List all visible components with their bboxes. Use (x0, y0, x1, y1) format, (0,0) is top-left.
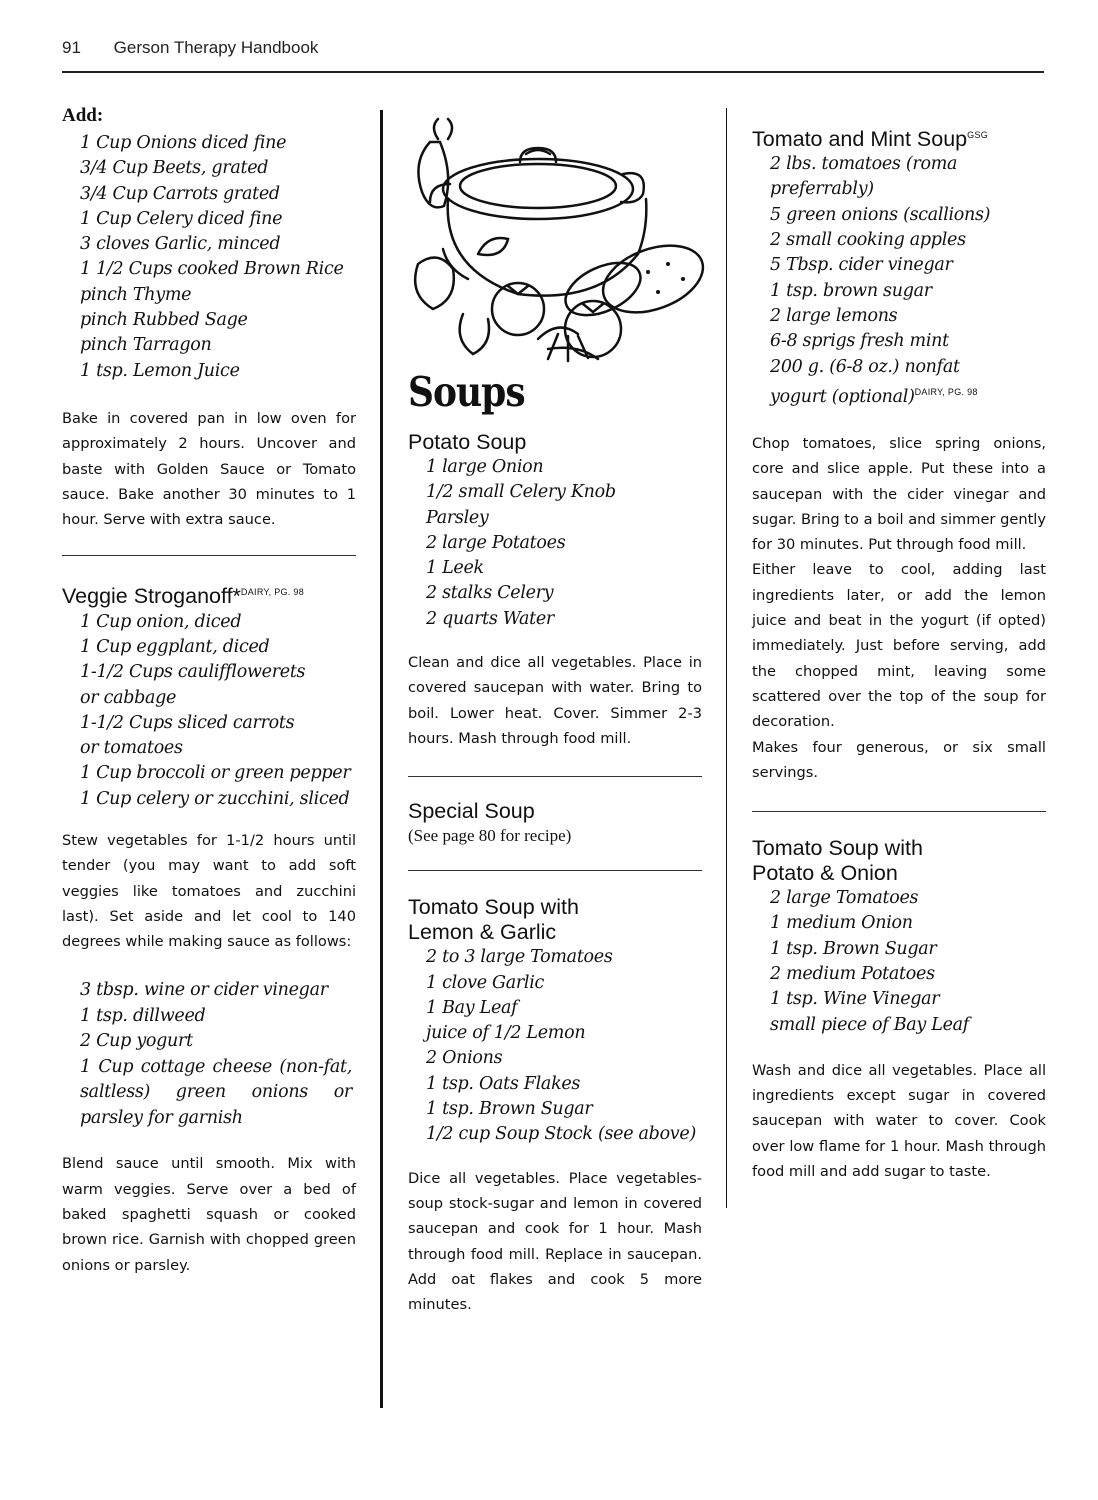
list-item: 1 tsp. brown sugar (770, 280, 932, 301)
potato-onion-instructions: Wash and dice all vegetables. Place all ingredients except sugar in covered saucepan with water to cover. Cook over low flame for 1 hour. Mash through food mill and add sugar to taste. (752, 1061, 1046, 1181)
list-item: 2 Onions (426, 1048, 503, 1069)
list-item: 2 large Tomatoes (770, 888, 919, 909)
list-item: 1 medium Onion (770, 913, 913, 934)
potato-onion-ingredient-list (752, 886, 1046, 1038)
section-divider (408, 776, 702, 777)
list-item: pinch Tarragon (80, 335, 212, 356)
section-divider (408, 870, 702, 871)
potato-onion-title (752, 836, 1046, 886)
header-rule (62, 71, 1044, 73)
blend-instructions: Blend sauce until smooth. Mix with warm veggies. Serve over a bed of baked spaghetti squash or cooked brown rice. Garnish with chopped green onions or parsley. (62, 1155, 356, 1274)
stroganoff-ingredient-list (62, 610, 356, 812)
list-item: 5 Tbsp. cider vinegar (770, 255, 953, 276)
list-item: 3 cloves Garlic, minced (80, 234, 281, 255)
list-item: 1 tsp. Oats Flakes (426, 1073, 581, 1094)
special-soup-note: (See page 80 for recipe) (408, 826, 572, 846)
list-item: 3/4 Cup Carrots grated (80, 183, 280, 204)
column-right (752, 123, 1046, 1184)
column-middle (408, 114, 702, 1317)
list-item: 1/2 cup Soup Stock (see above) (426, 1124, 696, 1145)
list-item: or tomatoes (80, 738, 183, 759)
list-item: pinch Rubbed Sage (80, 310, 248, 331)
list-item: 5 green onions (scallions) (770, 204, 991, 225)
list-item: 2 quarts Water (426, 608, 554, 629)
tomato-garlic-instructions: Dice all vegetables. Place vegetables-soup stock-sugar and lemon in covered saucepan and cook for 1 hour. Mash through food mill. Replace in saucepan. Add oat flakes and cook 5 more minutes. (408, 1169, 702, 1314)
section-title: Soups (408, 368, 525, 417)
list-item: 1/2 small Celery Knob (426, 482, 616, 503)
list-item: 2 large lemons (770, 305, 898, 326)
potato-soup-ingredient-list (408, 455, 702, 632)
page-number: 91 (62, 38, 81, 57)
list-item: 2 Cup yogurt (80, 1031, 193, 1052)
tomato-garlic-title-line2: Lemon & Garlic (408, 920, 557, 945)
list-item: 1 tsp. Brown Sugar (426, 1099, 593, 1120)
list-item (770, 380, 1046, 410)
column-left (62, 105, 356, 1278)
list-item: 3 tbsp. wine or cider vinegar (80, 980, 328, 1001)
column-divider-right (726, 108, 727, 1208)
bake-instructions: Bake in covered pan in low oven for approximately 2 hours. Uncover and baste with Golden Sauce or Tomato sauce. Bake another 30 minutes to 1 hour. Serve with extra sauce. (62, 409, 356, 529)
potato-onion-title-line1: Tomato Soup with (752, 836, 923, 861)
sauce-ingredient-list (62, 978, 356, 1131)
yogurt-item: yogurt (optional) (770, 386, 915, 407)
mint-soup-title (752, 123, 1046, 152)
column-divider-left (380, 110, 383, 1408)
mint-soup-ingredient-list (752, 152, 1046, 410)
mint-soup-title-text: Tomato and Mint Soup (752, 127, 968, 152)
add-ingredient-list (62, 131, 356, 384)
list-item: 1-1/2 Cups sliced carrots (80, 712, 295, 733)
list-item: 1 tsp. dillweed (80, 1005, 206, 1026)
list-item: 1 Cup Onions diced fine (80, 133, 287, 153)
mint-soup-servings: Makes four generous, or six small servings. (752, 738, 1046, 781)
potato-soup-instructions: Clean and dice all vegetables. Place in covered saucepan with water. Bring to boil. Lower heat. Cover. Simmer 2-3 hours. Mash through food mill. (408, 654, 702, 747)
list-item: 3/4 Cup Beets, grated (80, 158, 269, 179)
list-item: 2 medium Potatoes (770, 964, 935, 984)
list-item: juice of 1/2 Lemon (426, 1023, 586, 1044)
stroganoff-note: DAIRY, PG. 98 (240, 587, 305, 598)
potato-onion-title-line2: Potato & Onion (752, 861, 898, 886)
list-item: 1 Bay Leaf (426, 997, 518, 1018)
tomato-garlic-ingredient-list (408, 945, 702, 1147)
stew-instructions: Stew vegetables for 1-1/2 hours until tender (you may want to add soft veggies like tomatoes and zucchini last). Set aside and let cool to 140 degrees while making sauce as follows: (62, 831, 356, 951)
list-item: small piece of Bay Leaf (770, 1014, 969, 1035)
list-item: 1-1/2 Cups caulifflowerets (80, 662, 306, 683)
add-label: Add: (62, 105, 104, 126)
mint-soup-instructions-2: Either leave to cool, adding last ingredients later, or add the lemon juice and beat in the yogurt (if opted) immediately. Just before serving, add the chopped mint, leaving some scattered over the top of the soup for decoration. (752, 561, 1046, 731)
yogurt-note: DAIRY, PG. 98 (914, 386, 978, 397)
soup-pot-illustration (408, 114, 708, 364)
special-soup-title: Special Soup (408, 799, 535, 824)
list-item: 2 lbs. tomatoes (roma preferrably) (770, 154, 958, 200)
list-item: 1 tsp. Lemon Juice (80, 360, 240, 381)
mint-soup-instructions-1: Chop tomatoes, slice spring onions, core and slice apple. Put these into a saucepan with the cider vinegar and sugar. Bring to a boil and simmer gently for 30 minutes. Put through food mill. (752, 434, 1046, 554)
list-item: 1 1/2 Cups cooked Brown Rice (80, 259, 344, 280)
list-item: 1 Cup celery or zucchini, sliced (80, 788, 350, 809)
book-title: Gerson Therapy Handbook (113, 38, 319, 57)
list-item: 1 Cup onion, diced (80, 611, 242, 632)
list-item: 200 g. (6-8 oz.) nonfat (770, 356, 960, 377)
list-item: 1 clove Garlic (426, 972, 545, 993)
list-item: 6-8 sprigs fresh mint (770, 331, 949, 352)
list-item: 1 tsp. Wine Vinegar (770, 989, 940, 1010)
list-item: 1 Cup eggplant, diced (80, 636, 270, 657)
list-item: 2 large Potatoes (426, 532, 566, 553)
list-item: 1 Leek (426, 558, 484, 579)
list-item: 1 Cup Celery diced fine (80, 208, 283, 229)
mint-soup-title-sup: GSG (967, 130, 989, 140)
list-item: 1 tsp. Brown Sugar (770, 938, 937, 959)
list-item: Parsley (426, 507, 489, 528)
tomato-garlic-title (408, 895, 702, 945)
list-item: 2 stalks Celery (426, 583, 554, 604)
tomato-garlic-title-line1: Tomato Soup with (408, 895, 579, 920)
list-item: 2 to 3 large Tomatoes (426, 947, 613, 968)
section-divider (752, 811, 1046, 812)
stroganoff-title-text: Veggie Stroganoff* (62, 584, 241, 609)
list-item: 1 Cup broccoli or green pepper (80, 763, 351, 784)
list-item: pinch Thyme (80, 284, 192, 305)
page-header (62, 38, 318, 58)
section-divider (62, 555, 356, 556)
potato-soup-title: Potato Soup (408, 430, 527, 454)
list-item: or cabbage (80, 687, 177, 708)
stroganoff-title (62, 580, 356, 609)
list-item: 1 Cup cottage cheese (non-fat, saltless) green onions or parsley for garnish (80, 1056, 352, 1128)
list-item: 1 large Onion (426, 457, 544, 477)
list-item: 2 small cooking apples (770, 230, 966, 251)
